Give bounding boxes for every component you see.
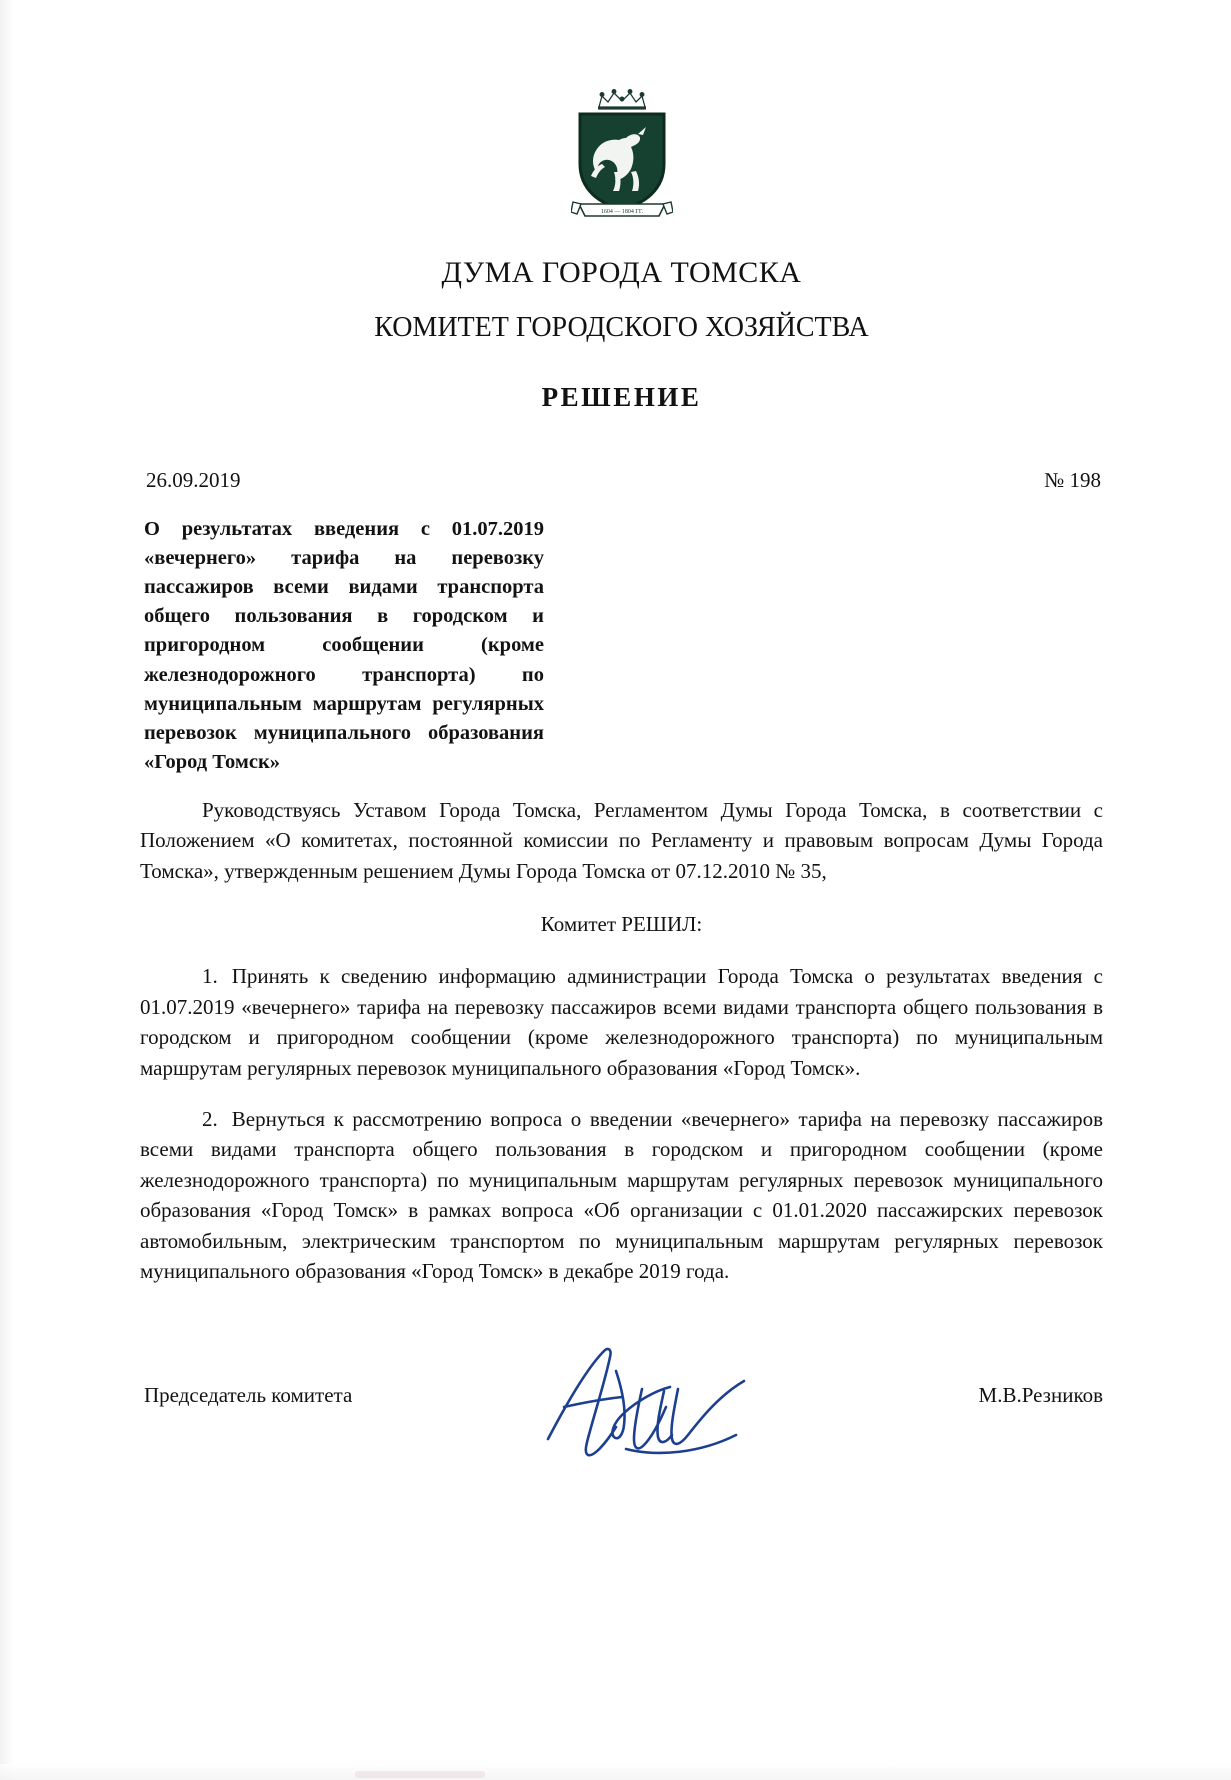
emblem-container — [140, 0, 1103, 238]
scan-smudge — [355, 1771, 485, 1778]
signature-row — [140, 1383, 1103, 1408]
scan-edge-bottom — [0, 1764, 1231, 1780]
committee-title: КОМИТЕТ ГОРОДСКОГО ХОЗЯЙСТВА — [374, 312, 869, 343]
item-2-text: Вернуться к рассмотрению вопроса о введении «вечернего» тарифа на перевозку пассажиров всеми видами транспорта общего пользования в городском и пригородном сообщении (кроме железнодорожного транспорта) по муниципальным маршрутам регулярных перевозок муниципального образования «Город Томск» в рамках вопроса «Об организации с 01.01.2020 пассажирских перевозок автомобильным, электрическим транспортом по муниципальным маршрутам регулярных перевозок муниципального образования «Город Томск» в декабре 2019 года. — [140, 1107, 1103, 1284]
resolution-item-1 — [140, 961, 1103, 1083]
organization-title: ДУМА ГОРОДА ТОМСКА — [441, 256, 802, 289]
document-date: 26.09.2019 — [146, 468, 241, 492]
svg-text:1604 — 1804 ГГ.: 1604 — 1804 ГГ. — [600, 209, 643, 215]
item-1-text: Принять к сведению информацию администрации Города Томска о результатах введения с 01.07.2019 «вечернего» тарифа на перевозку пассажиров всеми видами транспорта общего пользования в городском и пригородном сообщении (кроме железнодорожного транспорта) по муниципальным маршрутам регулярных перевозок муниципального образования «Город Томск». — [140, 964, 1103, 1080]
signatory-title: Председатель комитета — [144, 1382, 353, 1407]
item-2-number: 2. — [202, 1107, 218, 1132]
signatory-name: М.В.Резников — [978, 1382, 1103, 1407]
decision-line: Комитет РЕШИЛ: — [540, 912, 703, 937]
document-type-title: РЕШЕНИЕ — [541, 382, 702, 412]
item-1-number: 1. — [202, 964, 218, 989]
document-subject: О результатах введения с 01.07.2019 «вечернего» тарифа на перевозку пассажиров всеми видами транспорта общего пользования в городском и пригородном сообщении (кроме железнодорожного транспорта) по муниципальным маршрутам регулярных перевозок муниципального образования «Город Томск» — [144, 518, 544, 773]
preamble-paragraph: Руководствуясь Уставом Города Томска, Регламентом Думы Города Томска, в соответствии с Положением «О комитетах, постоянной комиссии по Регламенту и правовым вопросам Думы Города Томска», утвержденным решением Думы Города Томска от 07.12.2010 № 35, — [140, 797, 1103, 883]
handwritten-signature — [530, 1331, 780, 1471]
resolution-item-2 — [140, 1104, 1103, 1287]
document-meta-row — [140, 468, 1103, 493]
document-number: № 198 — [1044, 468, 1101, 492]
coat-of-arms-icon — [574, 88, 670, 238]
